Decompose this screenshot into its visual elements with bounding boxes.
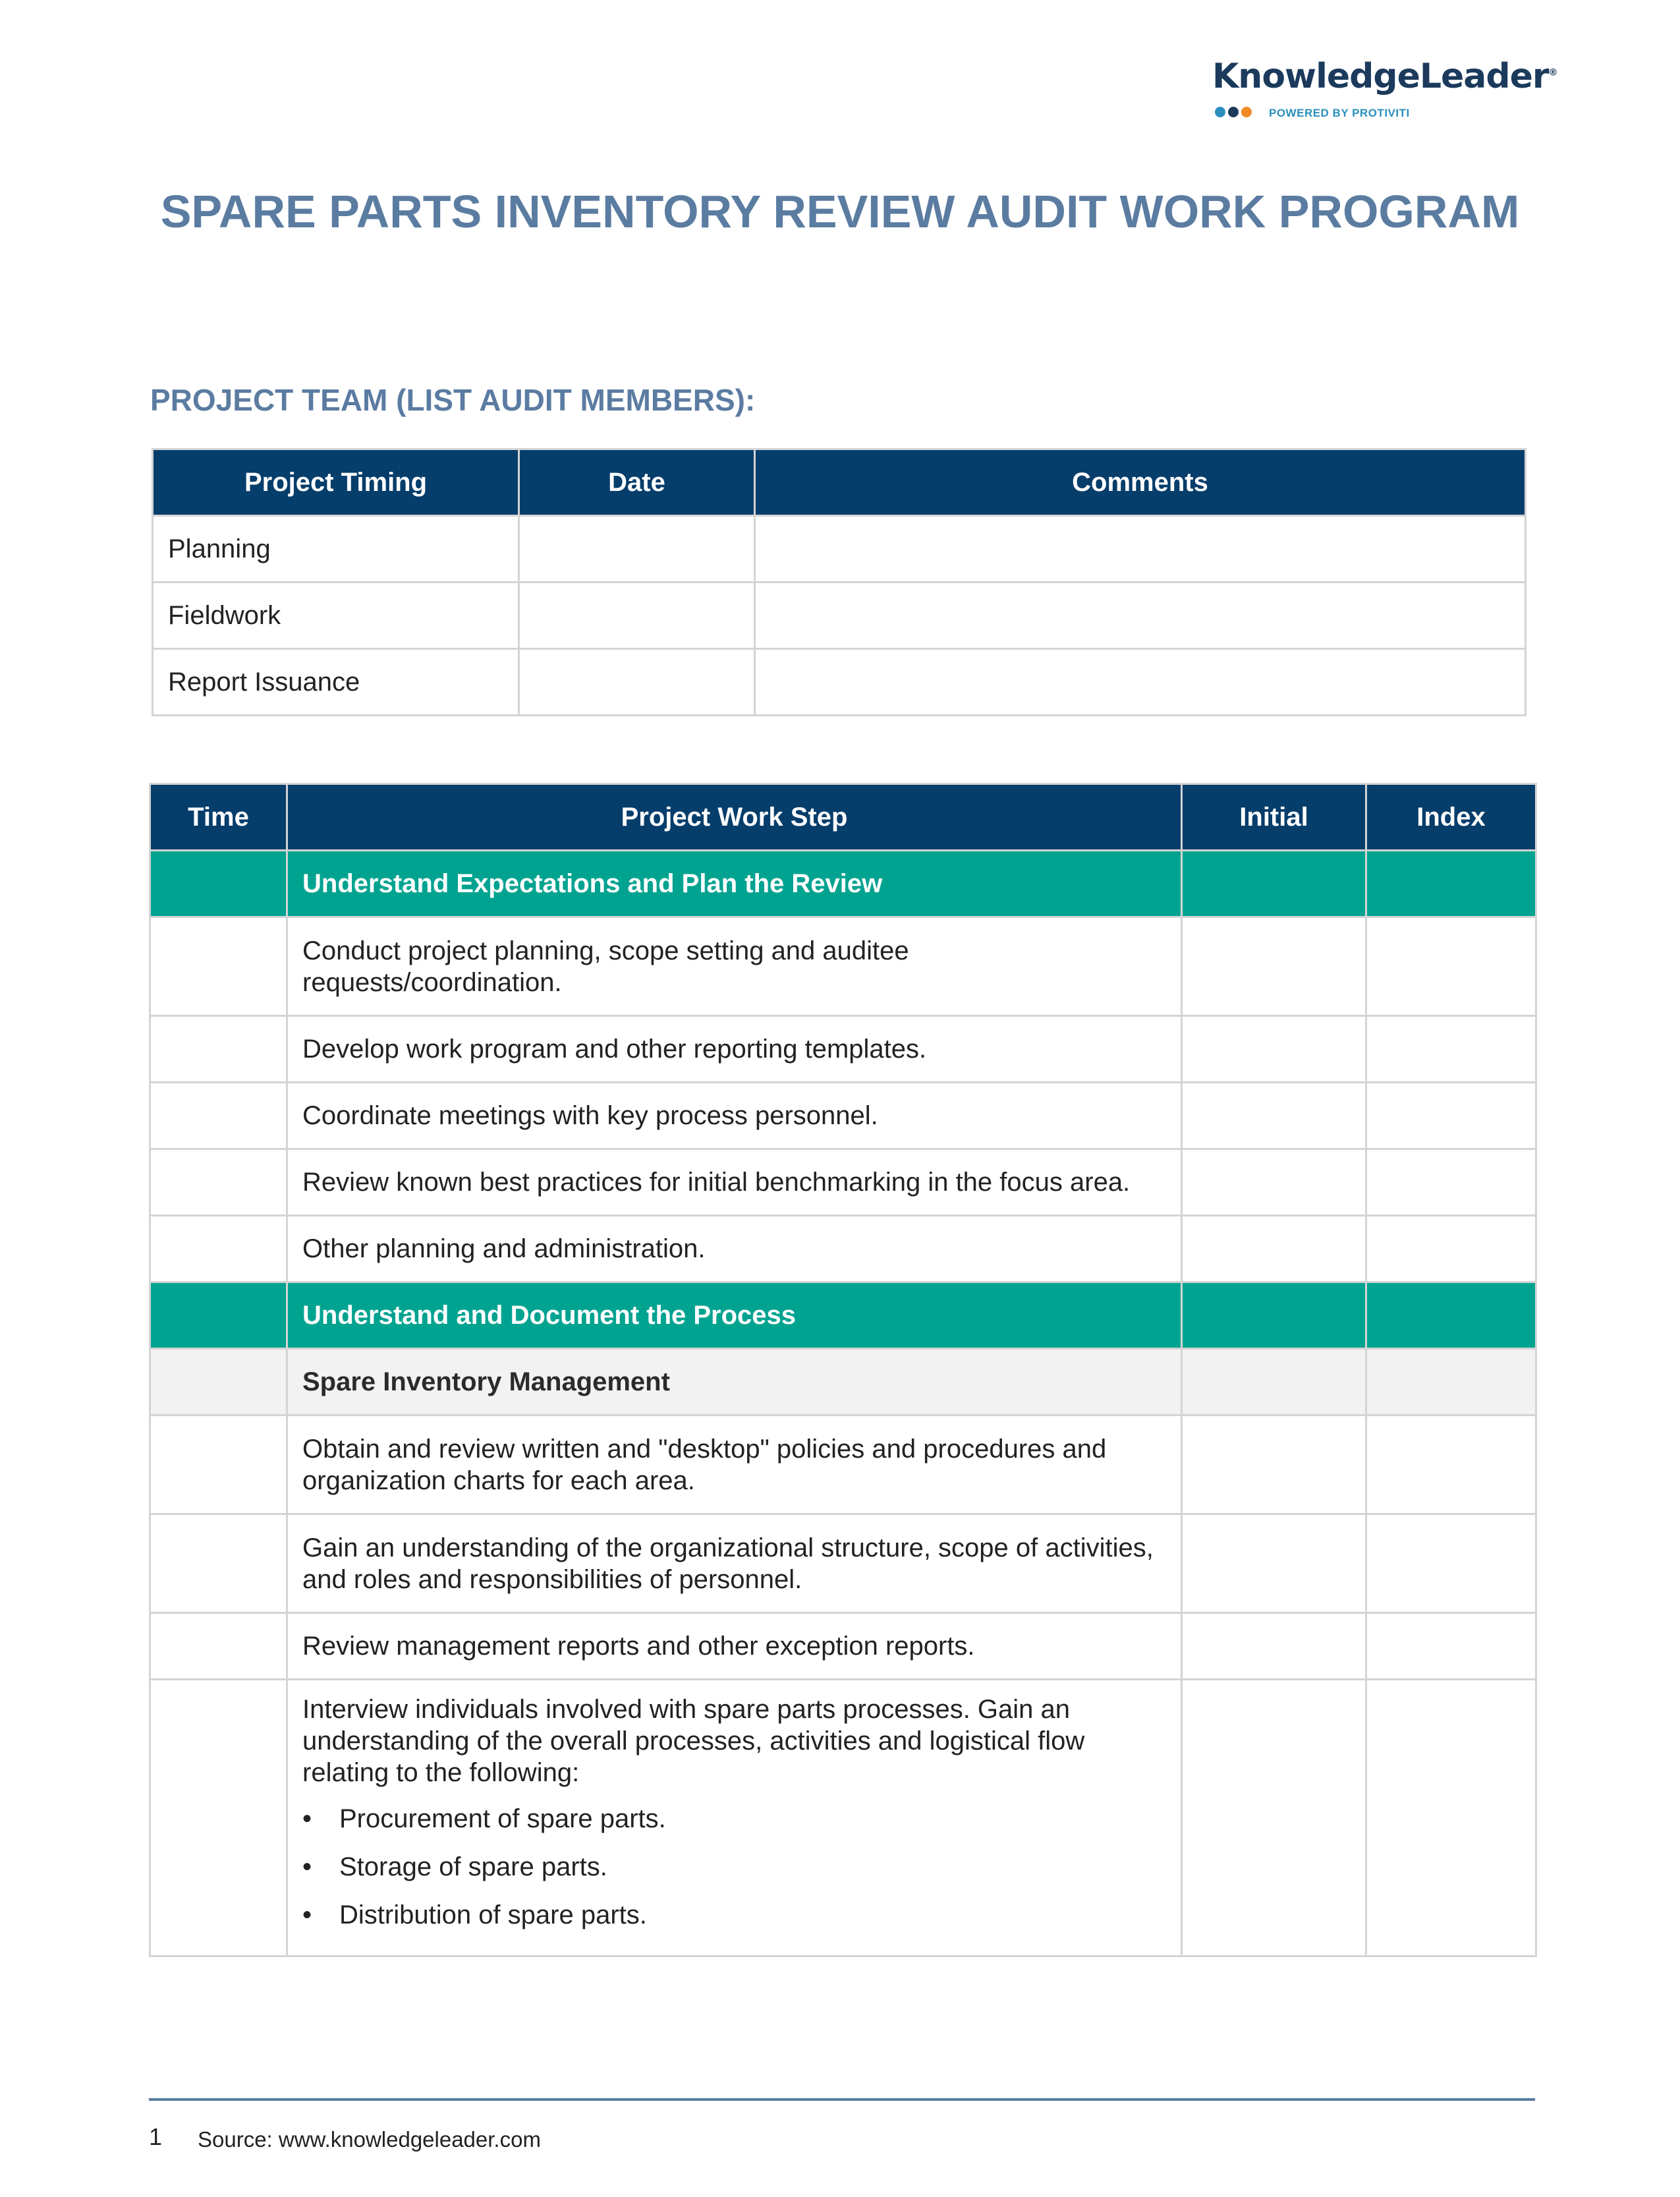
timing-cell-comments[interactable] — [755, 516, 1526, 583]
work-step-text: Understand Expectations and Plan the Review — [302, 869, 883, 898]
subsection-row — [150, 1349, 1536, 1415]
timing-cell-date[interactable] — [519, 649, 755, 716]
initial-cell[interactable] — [1182, 1415, 1366, 1514]
work-step-row — [150, 1514, 1536, 1613]
timing-cell-stage: Fieldwork — [153, 583, 519, 649]
bullet-item — [302, 1899, 1166, 1931]
steps-header-time: Time — [150, 784, 287, 851]
initial-cell[interactable] — [1182, 1680, 1366, 1956]
timing-header-comments: Comments — [755, 449, 1526, 516]
index-cell[interactable] — [1366, 1083, 1536, 1149]
document-title: SPARE PARTS INVENTORY REVIEW AUDIT WORK PROGRAM — [160, 186, 1520, 237]
subsection-heading — [287, 1349, 1182, 1415]
registered-mark: ® — [1548, 67, 1557, 78]
initial-cell[interactable] — [1182, 1216, 1366, 1282]
bullet-item — [302, 1803, 1166, 1835]
work-step-cell — [287, 1016, 1182, 1083]
page-number: 1 — [149, 2123, 163, 2150]
initial-cell[interactable] — [1182, 1149, 1366, 1216]
bullet-text: Storage of spare parts. — [339, 1852, 607, 1881]
time-cell[interactable] — [150, 1415, 287, 1514]
time-cell[interactable] — [150, 1613, 287, 1680]
logo-tagline: POWERED BY PROTIVITI — [1269, 107, 1410, 119]
index-cell[interactable] — [1366, 1349, 1536, 1415]
time-cell[interactable] — [150, 1680, 287, 1956]
time-cell[interactable] — [150, 1282, 287, 1349]
work-step-row — [150, 1149, 1536, 1216]
steps-table-body — [150, 851, 1536, 1956]
initial-cell[interactable] — [1182, 851, 1366, 917]
work-step-row — [150, 1613, 1536, 1680]
logo-dots-icon — [1215, 107, 1254, 117]
initial-cell[interactable] — [1182, 1016, 1366, 1083]
timing-cell-date[interactable] — [519, 516, 755, 583]
timing-cell-comments[interactable] — [755, 649, 1526, 716]
logo-wordmark: KnowledgeLeader® — [1212, 57, 1557, 96]
timing-cell-date[interactable] — [519, 583, 755, 649]
timing-cell-stage: Planning — [153, 516, 519, 583]
work-steps-table — [149, 783, 1537, 1957]
time-cell[interactable] — [150, 1016, 287, 1083]
work-step-text: Review management reports and other exception reports. — [302, 1632, 975, 1661]
timing-row — [153, 516, 1526, 583]
section-row — [150, 1282, 1536, 1349]
timing-header-project-timing: Project Timing — [153, 449, 519, 516]
bullet-icon: • — [302, 1900, 312, 1929]
index-cell[interactable] — [1366, 1613, 1536, 1680]
steps-header-initial: Initial — [1182, 784, 1366, 851]
initial-cell[interactable] — [1182, 1282, 1366, 1349]
bullet-text: Distribution of spare parts. — [339, 1900, 647, 1929]
initial-cell[interactable] — [1182, 1349, 1366, 1415]
work-step-cell — [287, 1680, 1182, 1956]
index-cell[interactable] — [1366, 917, 1536, 1016]
steps-header-index: Index — [1366, 784, 1536, 851]
index-cell[interactable] — [1366, 1514, 1536, 1613]
index-cell[interactable] — [1366, 1216, 1536, 1282]
work-step-row — [150, 1216, 1536, 1282]
time-cell[interactable] — [150, 1149, 287, 1216]
work-step-cell — [287, 1083, 1182, 1149]
bullet-icon: • — [302, 1852, 312, 1881]
work-step-cell — [287, 1514, 1182, 1613]
initial-cell[interactable] — [1182, 917, 1366, 1016]
bullet-item — [302, 1851, 1166, 1883]
work-step-cell — [287, 1613, 1182, 1680]
work-step-text: Other planning and administration. — [302, 1234, 706, 1263]
bullet-list — [302, 1803, 1166, 1931]
work-step-text: Spare Inventory Management — [302, 1367, 670, 1396]
work-step-text: Develop work program and other reporting templates. — [302, 1035, 927, 1064]
work-step-text: Understand and Document the Process — [302, 1301, 797, 1330]
index-cell[interactable] — [1366, 1415, 1536, 1514]
timing-row — [153, 649, 1526, 716]
time-cell[interactable] — [150, 851, 287, 917]
timing-cell-stage: Report Issuance — [153, 649, 519, 716]
logo-dot-navy — [1228, 107, 1239, 117]
source-citation: Source: www.knowledgeleader.com — [198, 2127, 541, 2152]
work-step-row — [150, 1016, 1536, 1083]
work-step-row — [150, 1680, 1536, 1956]
work-step-cell — [287, 1415, 1182, 1514]
project-team-label: PROJECT TEAM (LIST AUDIT MEMBERS): — [150, 383, 756, 417]
timing-row — [153, 583, 1526, 649]
work-step-text: Gain an understanding of the organizational structure, scope of activities, and roles and responsibilities of personnel. — [302, 1533, 1154, 1594]
timing-table-body — [153, 516, 1526, 716]
index-cell[interactable] — [1366, 1149, 1536, 1216]
index-cell[interactable] — [1366, 1016, 1536, 1083]
logo-dot-blue — [1215, 107, 1225, 117]
work-step-text: Obtain and review written and "desktop" policies and procedures and organization charts for each area. — [302, 1434, 1107, 1495]
time-cell[interactable] — [150, 1216, 287, 1282]
index-cell[interactable] — [1366, 1282, 1536, 1349]
project-timing-table — [152, 448, 1526, 716]
footer-divider — [149, 2098, 1535, 2101]
index-cell[interactable] — [1366, 851, 1536, 917]
timing-cell-comments[interactable] — [755, 583, 1526, 649]
work-step-row — [150, 917, 1536, 1016]
work-step-text: Review known best practices for initial benchmarking in the focus area. — [302, 1168, 1131, 1197]
initial-cell[interactable] — [1182, 1613, 1366, 1680]
steps-header-row — [150, 784, 1536, 851]
work-step-cell — [287, 1216, 1182, 1282]
time-cell[interactable] — [150, 917, 287, 1016]
knowledgeleader-logo — [1212, 53, 1557, 132]
timing-header-row — [153, 449, 1526, 516]
timing-header-date: Date — [519, 449, 755, 516]
work-step-cell — [287, 917, 1182, 1016]
section-row — [150, 851, 1536, 917]
initial-cell[interactable] — [1182, 1514, 1366, 1613]
work-step-cell — [287, 1149, 1182, 1216]
section-heading — [287, 1282, 1182, 1349]
bullet-text: Procurement of spare parts. — [339, 1804, 666, 1833]
steps-header-project-work-step: Project Work Step — [287, 784, 1182, 851]
index-cell[interactable] — [1366, 1680, 1536, 1956]
time-cell[interactable] — [150, 1514, 287, 1613]
logo-dot-orange — [1241, 107, 1252, 117]
section-heading — [287, 851, 1182, 917]
work-step-row — [150, 1415, 1536, 1514]
work-step-row — [150, 1083, 1536, 1149]
bullet-icon: • — [302, 1804, 312, 1833]
work-step-text: Conduct project planning, scope setting and auditee requests/coordination. — [302, 936, 909, 997]
time-cell[interactable] — [150, 1083, 287, 1149]
work-step-text: Interview individuals involved with spare parts processes. Gain an understanding of the overall processes, activities and logistical flow relating to the following: — [302, 1695, 1085, 1787]
work-step-text: Coordinate meetings with key process personnel. — [302, 1101, 878, 1130]
time-cell[interactable] — [150, 1349, 287, 1415]
initial-cell[interactable] — [1182, 1083, 1366, 1149]
